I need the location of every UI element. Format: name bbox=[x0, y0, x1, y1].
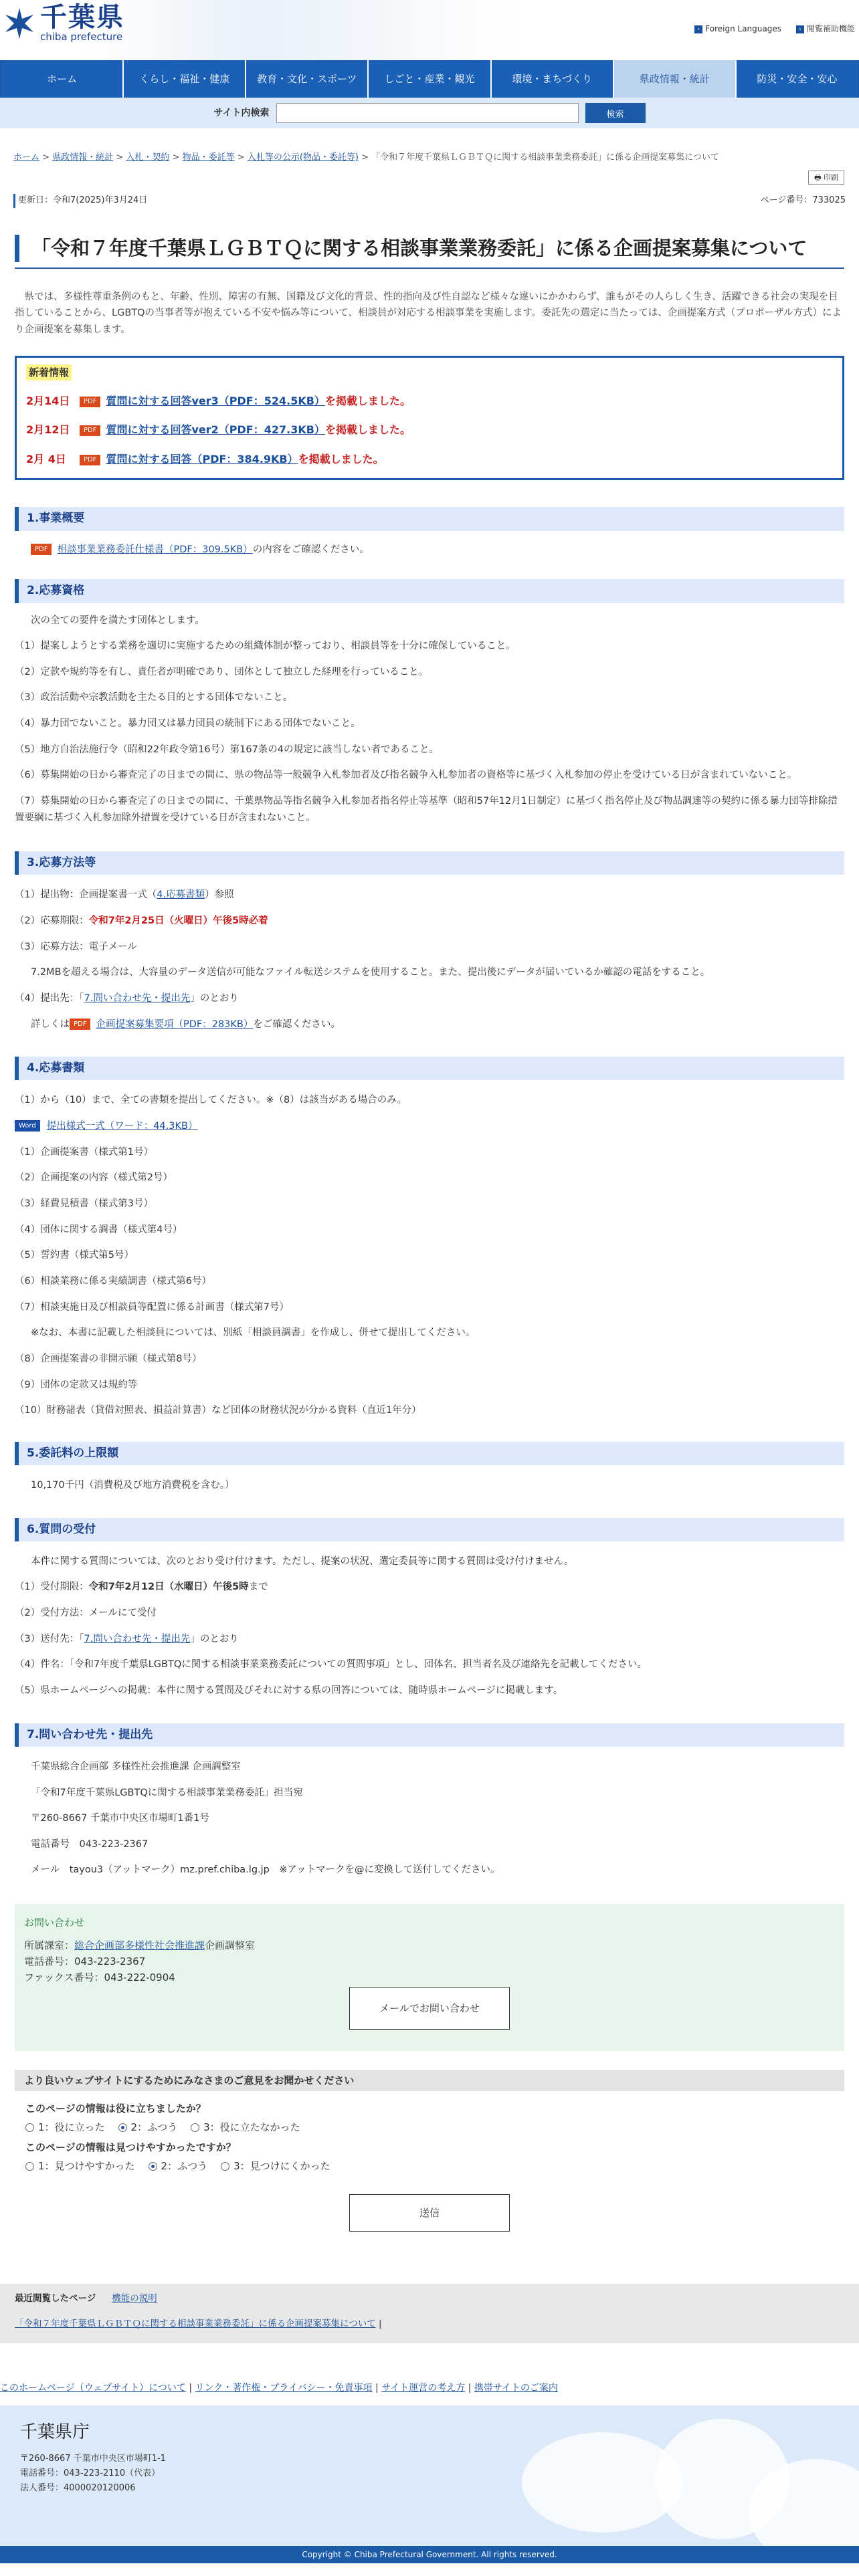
department-link[interactable]: 総合企画部多様性社会推進課 bbox=[74, 1939, 205, 1952]
nav-life[interactable]: くらし・福祉・健康 bbox=[124, 60, 246, 98]
q2-option-3[interactable]: 3：見つけにくかった bbox=[221, 2158, 330, 2174]
news-link[interactable]: 質問に対する回答ver3（PDF：524.5KB） bbox=[106, 394, 325, 407]
footer-tel: 電話番号：043-223-2110（代表） bbox=[20, 2468, 161, 2479]
accessibility-link[interactable]: › 閲覧補助機能 bbox=[796, 23, 855, 35]
section-heading-budget: 5.委託料の上限額 bbox=[15, 1442, 844, 1465]
nav-home[interactable]: ホーム bbox=[1, 60, 124, 98]
survey-send-button[interactable]: 送信 bbox=[349, 2194, 510, 2232]
nav-work[interactable]: しごと・産業・観光 bbox=[369, 60, 491, 98]
news-item: 2月14日 PDF 質問に対する回答ver3（PDF：524.5KB）を掲載しました。 bbox=[26, 394, 411, 407]
q2-option-2[interactable]: 2：ふつう bbox=[149, 2158, 208, 2174]
intro-text: 県では、多様性尊重条例のもと、年齢、性別、障害の有無、国籍及び文化的背景、性的指向及び性自認など様々な違いにかかわらず、誰もがその人らしく生き、活躍できる社会の実現を目指していることから、LGBTQの当事者等が抱えている不安や悩み等について、相談員が対応する相談事業を実施します。委託先の選定に当たっては、企画提案方式（プロポーザル方式）により企画提案を募集します。 bbox=[15, 291, 842, 336]
word-icon: Word bbox=[15, 1120, 40, 1132]
pdf-icon: PDF bbox=[80, 425, 100, 436]
survey-question-2: このページの情報は見つけやすかったですか？ bbox=[25, 2141, 236, 2154]
breadcrumb: ホーム > 県政情報・統計 > 入札・契約 > 物品・委託等 > 入札等の公示(物品・委託等) > 「令和７年度千葉県ＬＧＢＴＱに関する相談事業業務委託」に係る企画提案募集について bbox=[13, 152, 719, 163]
radio-icon bbox=[118, 2123, 127, 2132]
footer-link-mobile[interactable]: 携帯サイトのご案内 bbox=[474, 2383, 558, 2394]
q1-option-1[interactable]: 1：役に立った bbox=[25, 2119, 105, 2135]
nav-prefecture-info[interactable]: 県政情報・統計 bbox=[614, 60, 737, 98]
nav-education[interactable]: 教育・文化・スポーツ bbox=[246, 60, 369, 98]
pdf-icon: PDF bbox=[70, 1018, 90, 1030]
page-number: ページ番号：733025 bbox=[760, 195, 846, 206]
global-nav bbox=[0, 60, 859, 98]
copyright: Copyright © Chiba Prefectural Government. All rights reserved. bbox=[0, 2546, 859, 2563]
mail-inquiry-button[interactable]: メールでお問い合わせ bbox=[349, 1987, 510, 2030]
footer-links: このホームページ（ウェブサイト）について | リンク・著作権・プライバシー・免責事項 | サイト運営の考え方 | 携帯サイトのご案内 bbox=[0, 2383, 558, 2394]
forms-word-link[interactable]: 提出様式一式（ワード：44.3KB） bbox=[46, 1121, 198, 1132]
arrow-right-icon: › bbox=[796, 25, 804, 33]
chiba-emblem-icon bbox=[3, 7, 36, 40]
radio-icon bbox=[221, 2162, 229, 2171]
site-logo[interactable] bbox=[3, 4, 124, 43]
print-button[interactable]: 🖶 印刷 bbox=[808, 171, 844, 185]
footer-corp-number: 法人番号：4000020120006 bbox=[20, 2483, 136, 2494]
section-heading-application-method: 3.応募方法等 bbox=[15, 851, 844, 875]
survey-heading: より良いウェブサイトにするためにみなさまのご意見をお聞かせください bbox=[15, 2070, 844, 2091]
footer-link-policy[interactable]: サイト運営の考え方 bbox=[381, 2383, 466, 2394]
breadcrumb-prefecture-info[interactable]: 県政情報・統計 bbox=[52, 152, 114, 163]
survey-question-1: このページの情報は役に立ちましたか？ bbox=[25, 2103, 206, 2115]
search-input[interactable] bbox=[276, 103, 579, 123]
foreign-languages-link[interactable]: › Foreign Languages bbox=[694, 23, 781, 35]
breadcrumb-bids[interactable]: 入札・契約 bbox=[126, 152, 170, 163]
news-link[interactable]: 質問に対する回答（PDF：384.9KB） bbox=[106, 452, 298, 465]
help-link[interactable]: 機能の説明 bbox=[112, 2293, 157, 2304]
search-button[interactable]: 検索 bbox=[585, 103, 646, 123]
updated-date: 更新日：令和7(2025)年3月24日 bbox=[13, 194, 147, 208]
deadline: 令和7年2月25日（火曜日）午後5時必着 bbox=[88, 916, 268, 927]
recently-viewed: 最近閲覧したページ 機能の説明 「令和７年度千葉県ＬＧＢＴＱに関する相談事業業務委託」に係る企画提案募集について | bbox=[0, 2284, 859, 2343]
contact-heading: お問い合わせ bbox=[24, 1917, 85, 1929]
contact-box: お問い合わせ 所属課室：総合企画部多様性社会推進課企画調整室 電話番号：043-223-2367 ファックス番号：043-222-0904 メールでお問い合わせ bbox=[15, 1904, 844, 2051]
radio-icon bbox=[149, 2162, 157, 2171]
breadcrumb-current: 「令和７年度千葉県ＬＧＢＴＱに関する相談事業業務委託」に係る企画提案募集について bbox=[371, 152, 719, 163]
documents-anchor-link[interactable]: 4.応募書類 bbox=[157, 889, 205, 901]
nav-environment[interactable]: 環境・まちづくり bbox=[492, 60, 614, 98]
footer-org: 千葉県庁 bbox=[20, 2422, 90, 2442]
site-footer bbox=[0, 2405, 859, 2546]
news-link[interactable]: 質問に対する回答ver2（PDF：427.3KB） bbox=[106, 423, 325, 437]
breadcrumb-home[interactable]: ホーム bbox=[13, 152, 40, 163]
guidelines-pdf-link[interactable]: 企画提案募集要項（PDF：283KB） bbox=[96, 1018, 254, 1030]
section-heading-contact: 7.問い合わせ先・提出先 bbox=[15, 1723, 844, 1747]
q2-option-1[interactable]: 1：見つけやすかった bbox=[25, 2158, 135, 2174]
footer-address: 〒260-8667 千葉市中央区市場町1-1 bbox=[20, 2454, 166, 2464]
section-heading-questions: 6.質問の受付 bbox=[15, 1518, 844, 1541]
arrow-right-icon: › bbox=[694, 25, 702, 33]
section-heading-eligibility: 2.応募資格 bbox=[15, 579, 844, 603]
contact-anchor-link[interactable]: 7.問い合わせ先・提出先 bbox=[84, 1633, 191, 1644]
page-title: 「令和７年度千葉県ＬＧＢＴＱに関する相談事業業務委託」に係る企画提案募集について bbox=[15, 235, 844, 262]
pdf-icon: PDF bbox=[31, 544, 52, 555]
site-header bbox=[0, 0, 859, 60]
radio-icon bbox=[25, 2162, 34, 2171]
footer-link-about[interactable]: このホームページ（ウェブサイト）について bbox=[0, 2383, 186, 2394]
pdf-icon: PDF bbox=[80, 397, 100, 407]
site-search bbox=[0, 98, 859, 128]
contact-fax: ファックス番号：043-222-0904 bbox=[24, 1971, 175, 1984]
section-heading-documents: 4.応募書類 bbox=[15, 1057, 844, 1080]
contact-anchor-link[interactable]: 7.問い合わせ先・提出先 bbox=[84, 993, 191, 1004]
site-subname: chiba prefecture bbox=[40, 31, 123, 43]
news-item: 2月 4日 PDF 質問に対する回答（PDF：384.9KB）を掲載しました。 bbox=[26, 452, 384, 465]
radio-icon bbox=[191, 2123, 199, 2132]
recent-page-link[interactable]: 「令和７年度千葉県ＬＧＢＴＱに関する相談事業業務委託」に係る企画提案募集について bbox=[15, 2318, 376, 2329]
news-heading: 新着情報 bbox=[26, 364, 72, 381]
pdf-icon: PDF bbox=[80, 455, 100, 465]
breadcrumb-notices[interactable]: 入札等の公示(物品・委託等) bbox=[247, 152, 359, 163]
q1-option-2[interactable]: 2：ふつう bbox=[118, 2119, 178, 2135]
search-label: サイト内検索 bbox=[213, 107, 270, 118]
radio-icon bbox=[25, 2123, 34, 2132]
section-heading-overview: 1.事業概要 bbox=[15, 507, 844, 530]
nav-safety[interactable]: 防災・安全・安心 bbox=[737, 60, 858, 98]
news-box bbox=[15, 356, 844, 481]
breadcrumb-goods[interactable]: 物品・委託等 bbox=[182, 152, 235, 163]
spec-pdf-link[interactable]: 相談事業業務委託仕様書（PDF：309.5KB） bbox=[57, 544, 253, 555]
contact-tel: 電話番号：043-223-2367 bbox=[24, 1955, 146, 1968]
footer-link-copyright[interactable]: リンク・著作権・プライバシー・免責事項 bbox=[195, 2383, 373, 2394]
news-item: 2月12日 PDF 質問に対する回答ver2（PDF：427.3KB）を掲載しました。 bbox=[26, 423, 411, 437]
q1-option-3[interactable]: 3：役に立たなかった bbox=[191, 2119, 300, 2135]
site-name: 千葉県 bbox=[40, 2, 124, 33]
